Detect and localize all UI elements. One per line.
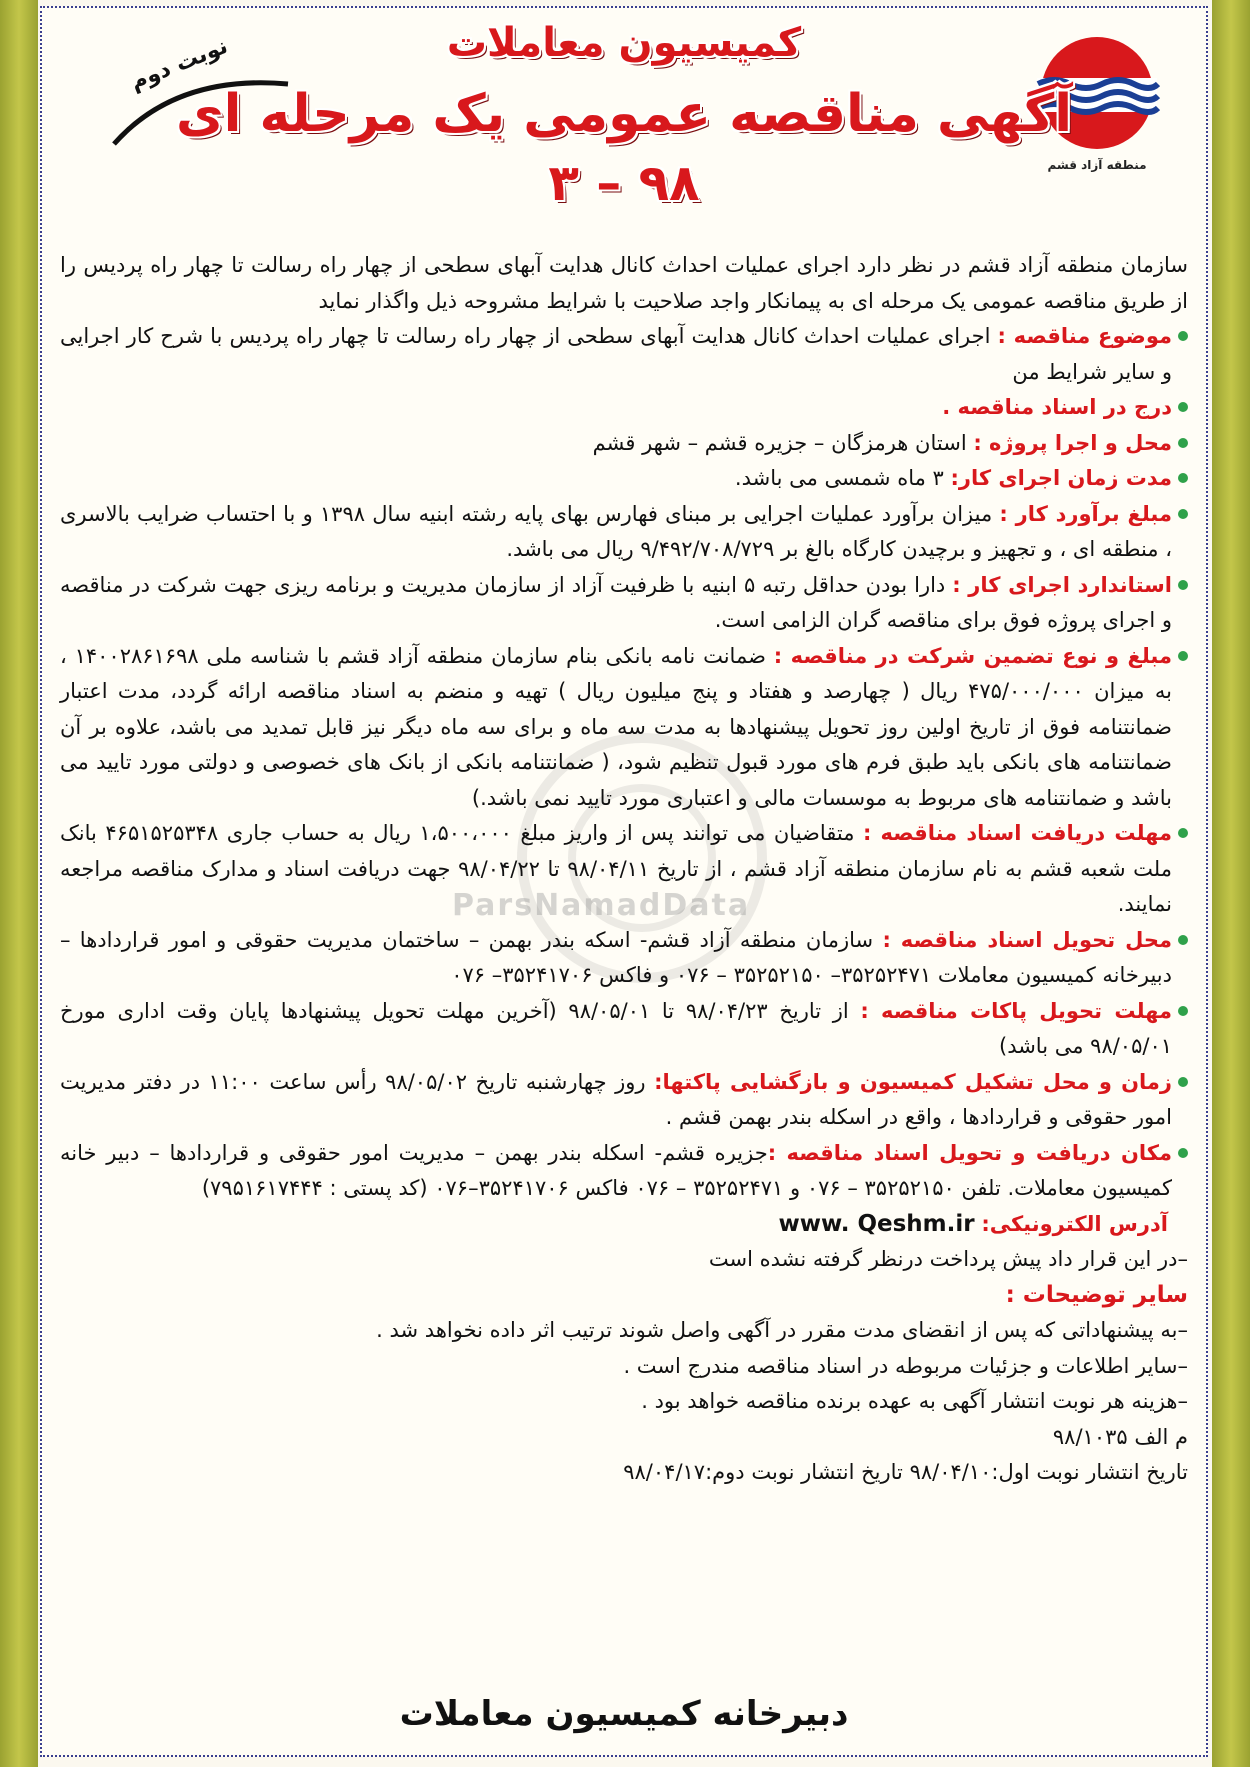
item-opening-session: زمان و محل تشکیل کمیسیون و بازگشایی پاکتها: روز چهارشنبه تاریخ ۹۸/۰۵/۰۲ رأس ساعت ۱۱:۰۰ در دفتر مدیریت امور حقوقی و قراردادها ، واقع در اسکله بندر بهمن قشم . <box>60 1065 1188 1136</box>
item-subject: موضوع مناقصه : اجرای عملیات احداث کانال هدایت آبهای سطحی از چهار راه رسالت تا چهار راه پردیس با شرح کار اجرایی و سایر شرایط من <box>60 319 1188 390</box>
item-standard: استاندارد اجرای کار : دارا بودن حداقل رتبه ۵ ابنیه با ظرفیت آزاد از سازمان مدیریت و برنامه ریزی جهت شرکت در مناقصه و اجرای پروژه فوق برای مناقصه گران الزامی است. <box>60 568 1188 639</box>
bullet-icon <box>1178 438 1188 448</box>
bullet-icon <box>1178 580 1188 590</box>
ref-code: م الف ۹۸/۱۰۳۵ <box>1052 1424 1188 1449</box>
ad-body <box>60 248 1188 1491</box>
bullet-icon <box>1178 828 1188 838</box>
bullet-icon <box>1178 509 1188 519</box>
right-decorative-band <box>1212 0 1250 1767</box>
footer <box>42 1680 1206 1750</box>
item-doc-deadline: مهلت دریافت اسناد مناقصه : متقاضیان می توانند پس از واریز مبلغ ۱،۵۰۰،۰۰۰ ریال به حساب جاری ۴۶۵۱۵۲۵۳۴۸ بانک ملت شعبه قشم به نام سازمان منطقه آزاد قشم ، از تاریخ ۹۸/۰۴/۱۱ تا ۹۸/۰۴/۲۲ جهت دریافت اسناد و مدارک مناقصه مراجعه نمایند. <box>60 816 1188 923</box>
bullet-icon <box>1178 1148 1188 1158</box>
bullet-icon <box>1178 1006 1188 1016</box>
note-item: –سایر اطلاعات و جزئیات مربوطه در اسناد مناقصه مندرج است . <box>623 1353 1188 1378</box>
publish-dates: تاریخ انتشار نوبت اول:۹۸/۰۴/۱۰ تاریخ انتشار نوبت دوم:۹۸/۰۴/۱۷ <box>623 1460 1188 1484</box>
bullet-icon <box>1178 473 1188 483</box>
bullet-icon <box>1178 1077 1188 1087</box>
bullet-icon <box>1178 402 1188 412</box>
logo-caption: منطقه آزاد قشم <box>1047 158 1147 172</box>
item-estimate: مبلغ برآورد کار : میزان برآورد عملیات اجرایی بر مبنای فهارس بهای پایه رشته ابنیه سال ۱۳۹۸ و با احتساب ضرایب بالاسری ، منطقه ای ، و تجهیز و برچیدن کارگاه بالغ بر ۹/۴۹۲/۷۰۸/۷۲۹ ریال می باشد. <box>60 497 1188 568</box>
item-guarantee: مبلغ و نوع تضمین شرکت در مناقصه : ضمانت نامه بانکی بنام سازمان منطقه آزاد قشم با شناسه ملی ۱۴۰۰۲۸۶۱۶۹۸ ، به میزان ۴۷۵/۰۰۰/۰۰۰ ریال ( چهارصد و هفتاد و پنج میلیون ریال ) تهیه و منضم به اسناد مناقصه ارائه گردد، مدت اعتبار ضمانتنامه فوق از تاریخ اولین روز تحویل پیشنهادها به مدت سه ماه و برای سه ماه دیگر نیز قابل تمدید می باشد، علاوه بر آن ضمانتنامه های بانکی باید طبق فرم های مورد قبول تنظیم شود، ( ضمانتنامه بانکی از بانک های خصوصی و دولتی مورد تایید می باشد و ضمانتنامه های مربوط به موسسات مالی و اعتباری مورد تایید نمی باشد.) <box>60 639 1188 817</box>
item-location: محل و اجرا پروژه : استان هرمزگان – جزیره قشم – شهر قشم <box>60 426 1188 462</box>
item-envelope-deadline: مهلت تحویل پاکات مناقصه : از تاریخ ۹۸/۰۴/۲۳ تا ۹۸/۰۵/۰۱ (آخرین مهلت تحویل پیشنهادها پایان وقت اداری مورخ ۹۸/۰۵/۰۱ می باشد) <box>60 994 1188 1065</box>
item-docs-place: مکان دریافت و تحویل اسناد مناقصه :جزیره قشم- اسکله بندر بهمن – مدیریت امور حقوقی و قراردادها – دبیر خانه کمیسیون معاملات. تلفن ۳۵۲۵۲۱۵۰ – ۰۷۶ و ۳۵۲۵۲۴۷۱ – ۰۷۶ فاکس ۳۵۲۴۱۷۰۶–۰۷۶ (کد پستی : ۷۹۵۱۶۱۷۴۴۴) <box>60 1136 1188 1207</box>
note-item: –به پیشنهاداتی که پس از انقضای مدت مقرر در آگهی واصل شوند ترتیب اثر داده نخواهد شد . <box>376 1318 1188 1342</box>
website-link[interactable]: www. Qeshm.ir <box>778 1210 975 1237</box>
ad-title: آگهی مناقصه عمومی یک مرحله ای <box>175 84 1073 144</box>
ad-number: ۳ – ۹۸ <box>548 154 700 212</box>
round-label: نوبت دوم <box>127 33 232 96</box>
item-doc-delivery-place: محل تحویل اسناد مناقصه : سازمان منطقه آزاد قشم- اسکه بندر بهمن – ساختمان مدیریت حقوقی و امور قراردادها – دبیرخانه کمیسیون معاملات ۳۵۲۵۲۴۷۱– ۳۵۲۵۲۱۵۰ – ۰۷۶ و فاکس ۳۵۲۴۱۷۰۶– ۰۷۶ <box>60 923 1188 994</box>
email-label: آدرس الکترونیکی: <box>981 1211 1168 1236</box>
watermark-text: ParsNamadData <box>452 888 751 923</box>
item-duration: مدت زمان اجرای کار: ۳ ماه شمسی می باشد. <box>60 461 1188 497</box>
email-line <box>60 1207 1188 1243</box>
commission-title: کمیسیون معاملات <box>446 20 802 66</box>
bullet-icon <box>1178 935 1188 945</box>
footer-text: دبیرخانه کمیسیون معاملات <box>399 1694 849 1734</box>
prepayment-note: –در این قرار داد پیش پرداخت درنظر گرفته نشده است <box>708 1247 1188 1271</box>
header <box>42 8 1206 238</box>
intro-paragraph: سازمان منطقه آزاد قشم در نظر دارد اجرای عملیات احداث کانال هدایت آبهای سطحی از چهار راه رسالت تا چهار راه پردیس را از طریق مناقصه عمومی یک مرحله ای به پیمانکار واجد صلاحیت با شرایط مشروحه ذیل واگذار نماید <box>60 253 1188 313</box>
left-decorative-band <box>0 0 38 1767</box>
advertisement-frame <box>40 6 1208 1757</box>
item-docs-note: درج در اسناد مناقصه . <box>60 390 1188 426</box>
other-notes-heading: سایر توضیحات : <box>1005 1281 1188 1308</box>
bullet-icon <box>1178 651 1188 661</box>
bullet-icon <box>1178 331 1188 341</box>
note-item: –هزینه هر نوبت انتشار آگهی به عهده برنده مناقصه خواهد بود . <box>641 1389 1188 1413</box>
